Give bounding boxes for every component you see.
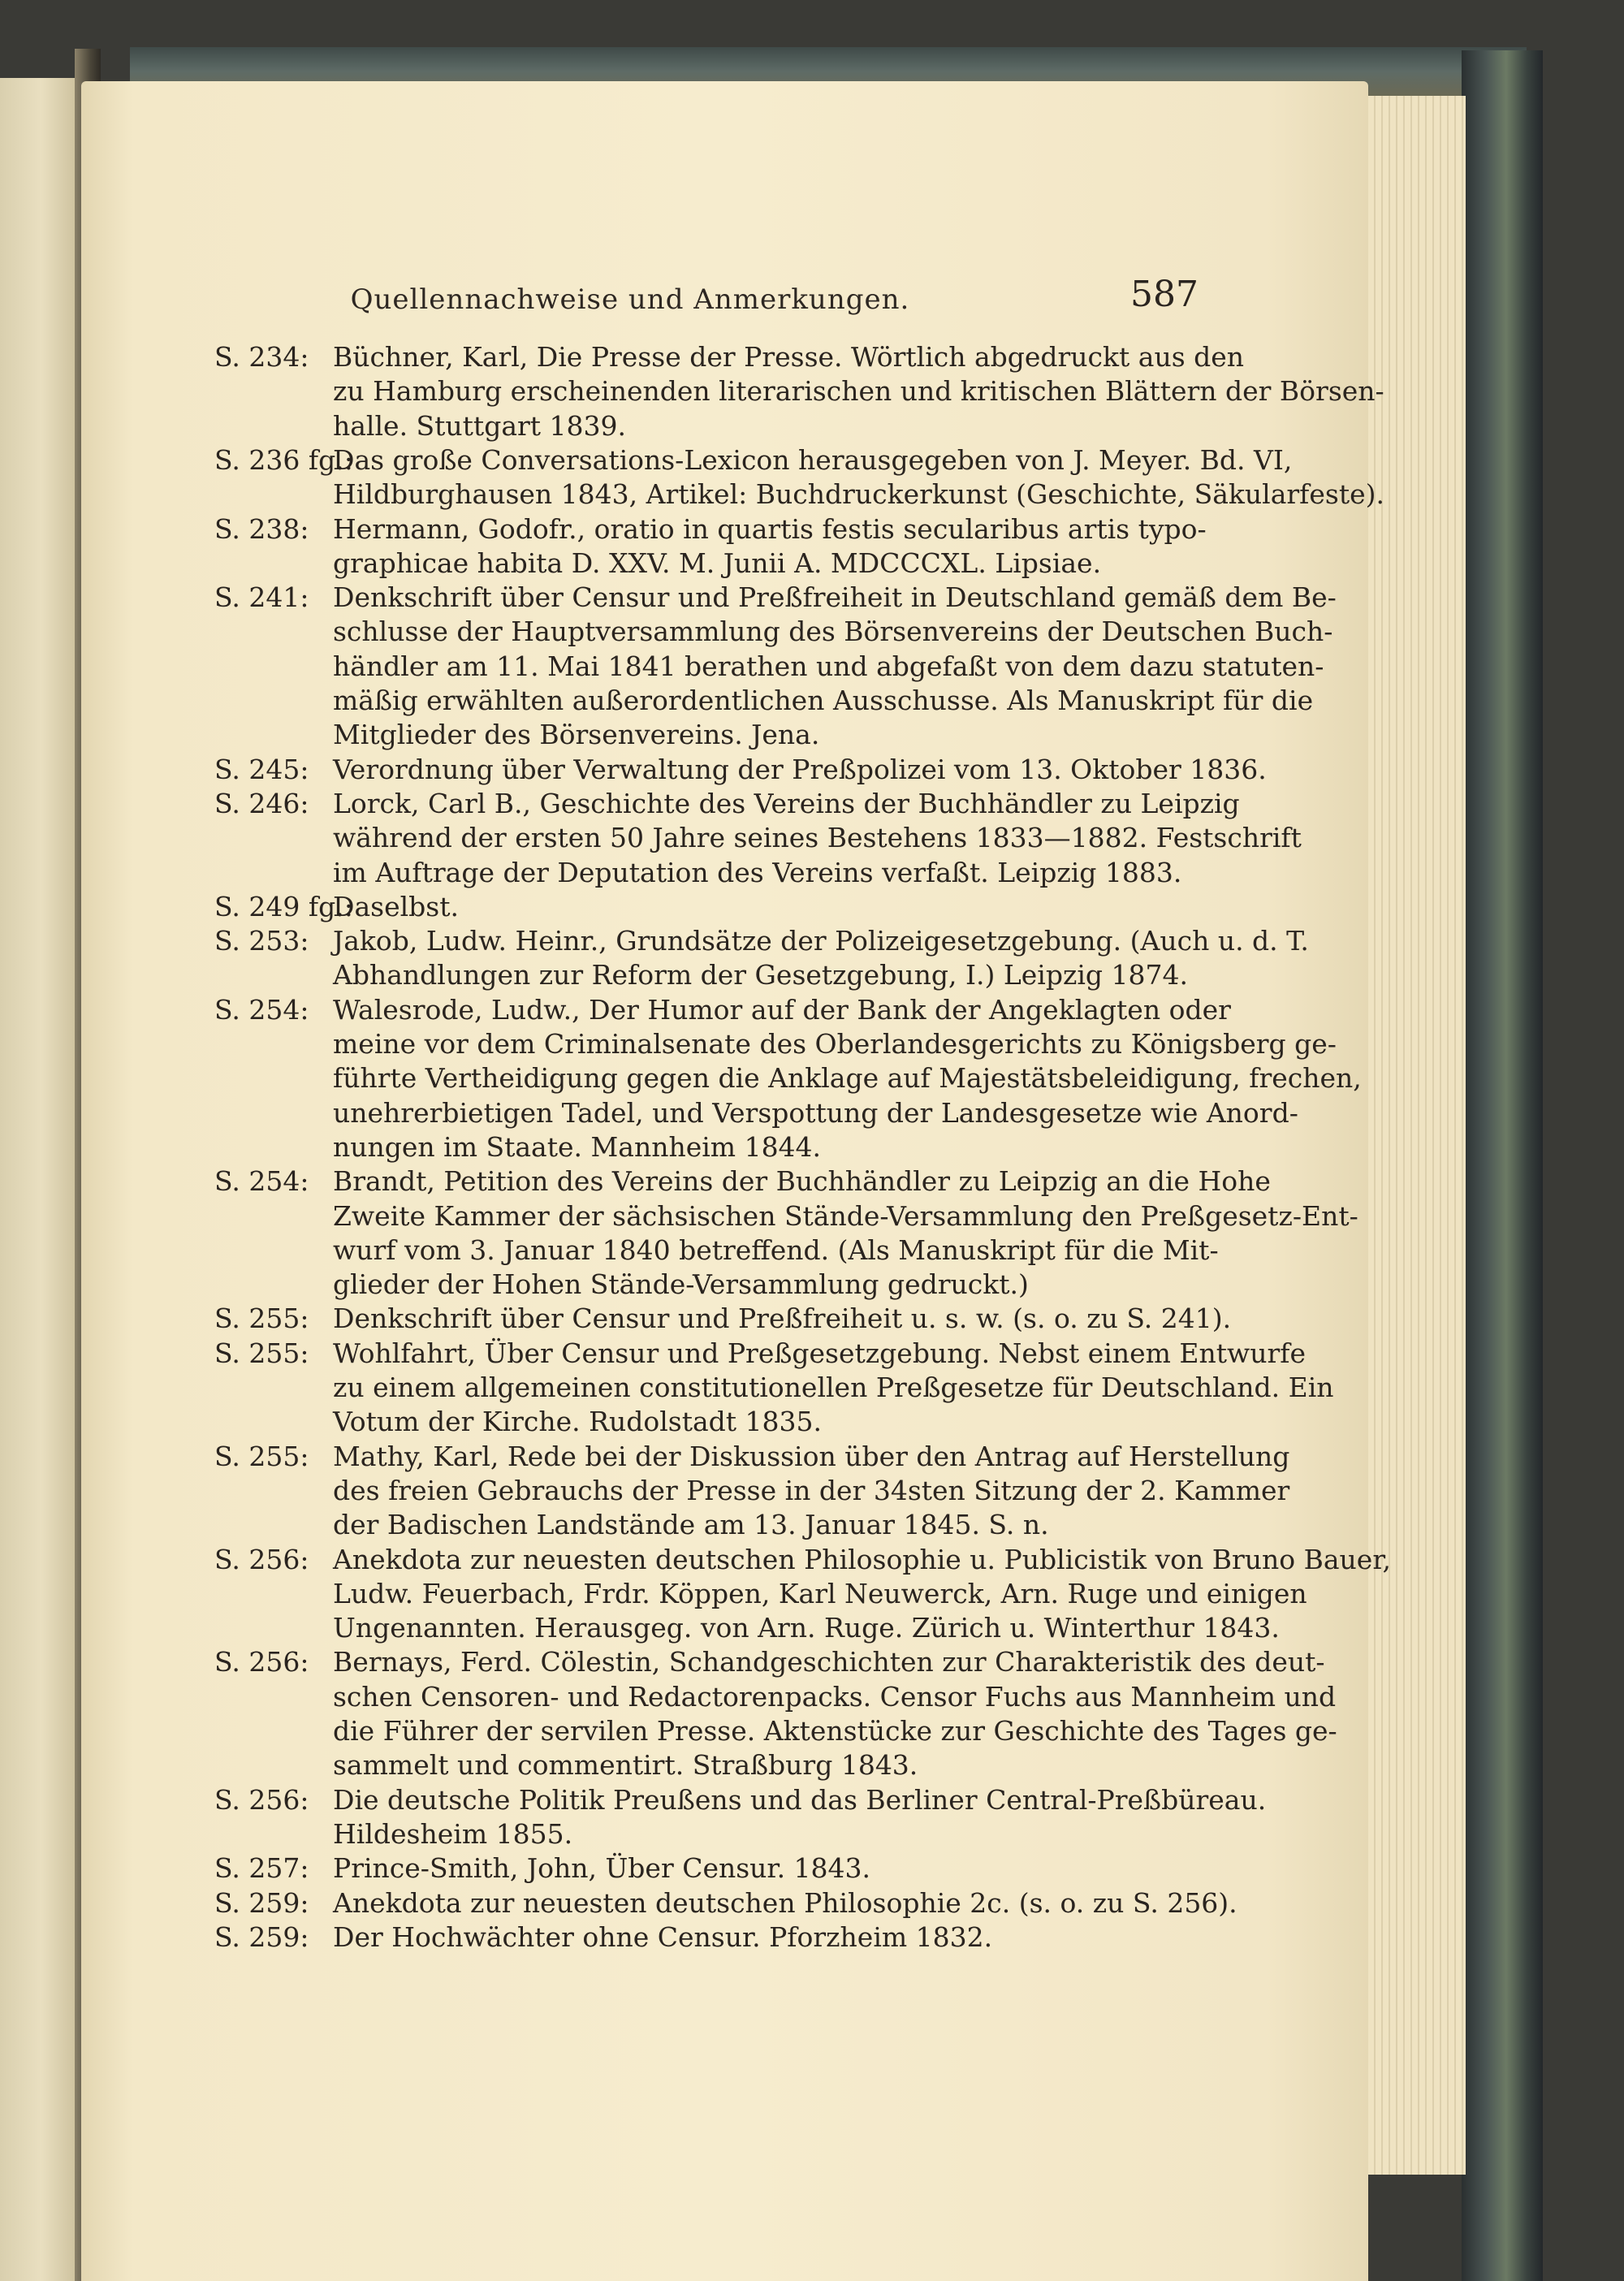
reference-text: Jakob, Ludw. Heinr., Grundsätze der Polizeigesetzgebung. (Auch u. d. T. bbox=[333, 925, 1309, 957]
reference-text: nungen im Staate. Mannheim 1844. bbox=[333, 1130, 822, 1163]
reference-text: Ungenannten. Herausgeg. von Arn. Ruge. Zürich u. Winterthur 1843. bbox=[333, 1612, 1280, 1644]
reference-text: unehrerbietigen Tadel, und Verspottung der Landesgesetze wie Anord- bbox=[333, 1096, 1298, 1129]
reference-page-ref: S. 257: bbox=[214, 1852, 309, 1885]
reference-text: halle. Stuttgart 1839. bbox=[333, 409, 626, 442]
reference-text: Bernays, Ferd. Cölestin, Schandgeschichten zur Charakteristik des deut- bbox=[333, 1646, 1325, 1678]
reference-text: schlusse der Hauptversammlung des Börsenvereins der Deutschen Buch- bbox=[333, 616, 1333, 648]
reference-text: Mitglieder des Börsenvereins. Jena. bbox=[333, 719, 820, 751]
reference-text: händler am 11. Mai 1841 berathen und abgefaßt von dem dazu statuten- bbox=[333, 650, 1324, 682]
running-title: Quellennachweise und Anmerkungen. bbox=[350, 283, 910, 316]
reference-text: Votum der Kirche. Rudolstadt 1835. bbox=[333, 1406, 822, 1438]
reference-text: Walesrode, Ludw., Der Humor auf der Bank der Angeklagten oder bbox=[333, 993, 1231, 1026]
reference-text: Anekdota zur neuesten deutschen Philosophie u. Publicistik von Bruno Bauer, bbox=[333, 1543, 1391, 1575]
reference-page-ref: S. 259: bbox=[214, 1920, 309, 1953]
reference-page-ref: S. 255: bbox=[214, 1337, 309, 1369]
reference-page-ref: S. 256: bbox=[214, 1646, 309, 1678]
reference-text: Anekdota zur neuesten deutschen Philosophie 2c. (s. o. zu S. 256). bbox=[333, 1886, 1237, 1919]
reference-text: Der Hochwächter ohne Censur. Pforzheim 1832. bbox=[333, 1920, 993, 1953]
reference-page-ref: S. 246: bbox=[214, 787, 309, 819]
reference-text: Abhandlungen zur Reform der Gesetzgebung, I.) Leipzig 1874. bbox=[333, 959, 1188, 991]
reference-text: der Badischen Landstände am 13. Januar 1845. S. n. bbox=[333, 1509, 1049, 1541]
reference-page-ref: S. 256: bbox=[214, 1783, 309, 1816]
reference-page-ref: S. 255: bbox=[214, 1440, 309, 1472]
reference-page-ref: S. 255: bbox=[214, 1303, 309, 1335]
reference-page-ref: S. 236 fg.: bbox=[214, 443, 353, 476]
reference-page-ref: S. 249 fg.: bbox=[214, 890, 353, 922]
reference-page-ref: S. 241: bbox=[214, 581, 309, 614]
reference-text: Verordnung über Verwaltung der Preßpolizei vom 13. Oktober 1836. bbox=[333, 753, 1267, 785]
reference-text: Zweite Kammer der sächsischen Stände-Versammlung den Preßgesetz-Ent- bbox=[333, 1199, 1358, 1232]
reference-text: zu einem allgemeinen constitutionellen Preßgesetze für Deutschland. Ein bbox=[333, 1372, 1334, 1403]
reference-text: Mathy, Karl, Rede bei der Diskussion über den Antrag auf Herstellung bbox=[333, 1440, 1290, 1472]
reference-text: Daselbst. bbox=[333, 890, 459, 922]
reference-text: Wohlfahrt, Über Censur und Preßgesetzgebung. Nebst einem Entwurfe bbox=[333, 1337, 1307, 1369]
reference-text: im Auftrage der Deputation des Vereins verfaßt. Leipzig 1883. bbox=[333, 856, 1182, 888]
reference-text: Ludw. Feuerbach, Frdr. Köppen, Karl Neuwerck, Arn. Ruge und einigen bbox=[333, 1577, 1307, 1609]
reference-text: Büchner, Karl, Die Presse der Presse. Wörtlich abgedruckt aus den bbox=[333, 341, 1245, 373]
reference-text: Lorck, Carl B., Geschichte des Vereins der Buchhändler zu Leipzig bbox=[333, 787, 1240, 819]
reference-text: Hildburghausen 1843, Artikel: Buchdruckerkunst (Geschichte, Säkularfeste). bbox=[333, 478, 1384, 511]
reference-text: wurf vom 3. Januar 1840 betreffend. (Als Manuskript für die Mit- bbox=[333, 1233, 1219, 1266]
reference-page-ref: S. 254: bbox=[214, 1165, 309, 1198]
reference-text: sammelt und commentirt. Straßburg 1843. bbox=[333, 1749, 918, 1782]
reference-text: die Führer der servilen Presse. Aktenstücke zur Geschichte des Tages ge- bbox=[333, 1715, 1337, 1747]
reference-page-ref: S. 254: bbox=[214, 993, 309, 1026]
reference-text: des freien Gebrauchs der Presse in der 34sten Sitzung der 2. Kammer bbox=[333, 1474, 1290, 1506]
reference-text: Hildesheim 1855. bbox=[333, 1817, 573, 1850]
reference-text: meine vor dem Criminalsenate des Oberlandesgerichts zu Königsberg ge- bbox=[333, 1028, 1337, 1060]
reference-page-ref: S. 259: bbox=[214, 1886, 309, 1919]
reference-text: Prince-Smith, John, Über Censur. 1843. bbox=[333, 1852, 871, 1885]
reference-text: glieder der Hohen Stände-Versammlung gedruckt.) bbox=[333, 1268, 1029, 1301]
reference-text: Denkschrift über Censur und Preßfreiheit u. s. w. (s. o. zu S. 241). bbox=[333, 1303, 1232, 1335]
reference-text: führte Vertheidigung gegen die Anklage auf Majestätsbeleidigung, frechen, bbox=[333, 1062, 1362, 1095]
reference-page-ref: S. 245: bbox=[214, 753, 309, 785]
reference-text: Brandt, Petition des Vereins der Buchhändler zu Leipzig an die Hohe bbox=[333, 1165, 1271, 1198]
reference-text: zu Hamburg erscheinenden literarischen und kritischen Blättern der Börsen- bbox=[333, 375, 1384, 408]
reference-page-ref: S. 256: bbox=[214, 1543, 309, 1575]
reference-text: Denkschrift über Censur und Preßfreiheit in Deutschland gemäß dem Be- bbox=[333, 581, 1337, 614]
reference-text: Das große Conversations-Lexicon herausgegeben von J. Meyer. Bd. VI, bbox=[333, 443, 1293, 476]
reference-text: mäßig erwählten außerordentlichen Ausschusse. Als Manuskript für die bbox=[333, 685, 1314, 716]
reference-page-ref: S. 238: bbox=[214, 512, 309, 545]
reference-page-ref: S. 253: bbox=[214, 925, 309, 957]
reference-page-ref: S. 234: bbox=[214, 341, 309, 373]
reference-text: Die deutsche Politik Preußens und das Berliner Central-Preßbüreau. bbox=[333, 1783, 1267, 1816]
page-number: 587 bbox=[1130, 274, 1199, 315]
reference-text: Hermann, Godofr., oratio in quartis festis secularibus artis typo- bbox=[333, 512, 1207, 545]
reference-text: schen Censoren- und Redactorenpacks. Censor Fuchs aus Mannheim und bbox=[333, 1680, 1337, 1713]
reference-text: während der ersten 50 Jahre seines Bestehens 1833—1882. Festschrift bbox=[333, 822, 1302, 854]
reference-text: graphicae habita D. XXV. M. Junii A. MDCCCXL. Lipsiae. bbox=[333, 546, 1102, 579]
